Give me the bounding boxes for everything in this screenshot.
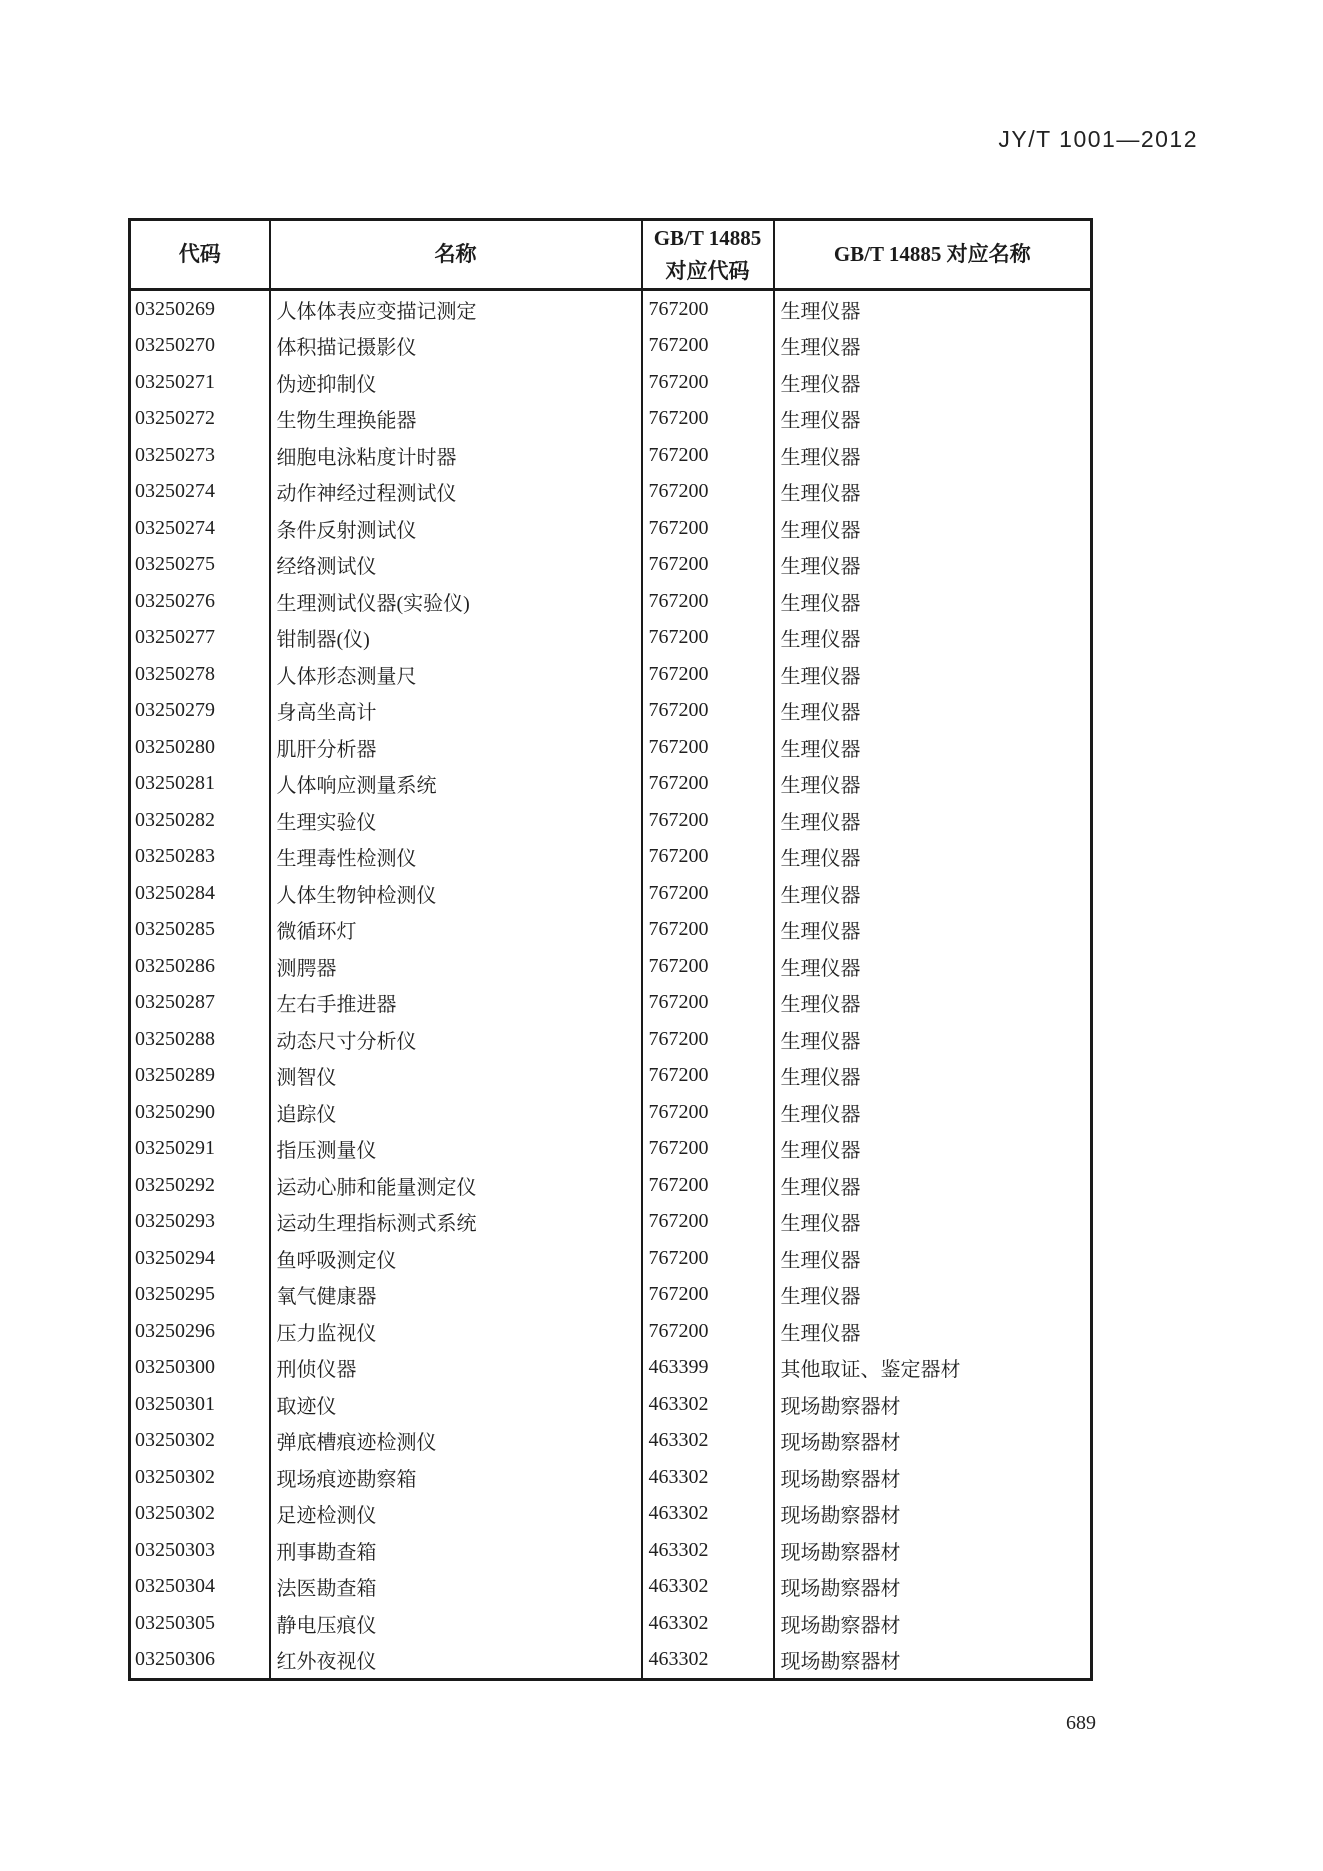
cell-name: 刑侦仪器: [270, 1350, 642, 1387]
table-row: [130, 1459, 1092, 1496]
cell-gbt-code: 767200: [642, 364, 774, 401]
table-row: [130, 802, 1092, 839]
cell-name: 运动心肺和能量测定仪: [270, 1167, 642, 1204]
cell-name: 测腭器: [270, 948, 642, 985]
table-row: [130, 290, 1092, 328]
cell-code: 03250273: [130, 437, 270, 474]
cell-code: 03250295: [130, 1277, 270, 1314]
table-row: [130, 839, 1092, 876]
cell-gbt-code: 463399: [642, 1350, 774, 1387]
cell-gbt-name: 生理仪器: [780, 1103, 861, 1126]
table-row: [130, 474, 1092, 511]
cell-gbt-code: 767200: [642, 948, 774, 985]
table-row: [130, 437, 1092, 474]
table-row: [130, 766, 1092, 803]
cell-name: 身高坐高计: [270, 693, 642, 730]
cell-code: 03250293: [130, 1204, 270, 1241]
cell-code: 03250305: [130, 1605, 270, 1642]
cell-name: 取迹仪: [270, 1386, 642, 1423]
page-number: 689: [1066, 1712, 1096, 1734]
cell-gbt-name: 生理仪器: [780, 775, 861, 798]
table-row: [130, 1204, 1092, 1241]
code-table: [128, 218, 1093, 1681]
cell-code: 03250269: [130, 290, 270, 328]
col-header-name: 名称: [270, 220, 642, 290]
cell-code: 03250304: [130, 1569, 270, 1606]
cell-gbt-name: 生理仪器: [780, 665, 861, 688]
cell-gbt-code: 767200: [642, 1021, 774, 1058]
cell-code: 03250280: [130, 729, 270, 766]
cell-name: 生物生理换能器: [270, 401, 642, 438]
cell-gbt-name: 生理仪器: [780, 1140, 861, 1163]
cell-code: 03250296: [130, 1313, 270, 1350]
cell-gbt-name: 现场勘察器材: [780, 1432, 901, 1455]
cell-gbt-code: 767200: [642, 620, 774, 657]
cell-code: 03250278: [130, 656, 270, 693]
cell-gbt-name: 生理仪器: [780, 483, 861, 506]
cell-name: 钳制器(仪): [270, 620, 642, 657]
cell-gbt-code: 463302: [642, 1642, 774, 1680]
table-row: [130, 364, 1092, 401]
cell-code: 03250303: [130, 1532, 270, 1569]
cell-gbt-name: 生理仪器: [780, 1322, 861, 1345]
cell-gbt-name: 生理仪器: [780, 811, 861, 834]
cell-gbt-code: 767200: [642, 985, 774, 1022]
cell-name: 刑事勘查箱: [270, 1532, 642, 1569]
table-header: [130, 220, 1092, 290]
cell-name: 肌肝分析器: [270, 729, 642, 766]
cell-gbt-name: 生理仪器: [780, 592, 861, 615]
cell-name: 体积描记摄影仪: [270, 328, 642, 365]
cell-gbt-name: 生理仪器: [780, 848, 861, 871]
cell-gbt-code: 767200: [642, 437, 774, 474]
cell-gbt-code: 767200: [642, 328, 774, 365]
cell-name: 人体形态测量尺: [270, 656, 642, 693]
cell-gbt-name: 生理仪器: [780, 629, 861, 652]
cell-gbt-code: 767200: [642, 802, 774, 839]
cell-name: 现场痕迹勘察箱: [270, 1459, 642, 1496]
cell-gbt-code: 463302: [642, 1605, 774, 1642]
cell-gbt-name: 生理仪器: [780, 1030, 861, 1053]
cell-gbt-name: 生理仪器: [780, 519, 861, 542]
cell-gbt-code: 767200: [642, 839, 774, 876]
cell-code: 03250276: [130, 583, 270, 620]
cell-code: 03250287: [130, 985, 270, 1022]
cell-name: 细胞电泳粘度计时器: [270, 437, 642, 474]
cell-name: 静电压痕仪: [270, 1605, 642, 1642]
cell-gbt-name: 现场勘察器材: [780, 1541, 901, 1564]
document-reference: JY/T 1001—2012: [998, 126, 1198, 152]
cell-gbt-code: 767200: [642, 1277, 774, 1314]
cell-name: 微循环灯: [270, 912, 642, 949]
cell-gbt-name: 生理仪器: [780, 1249, 861, 1272]
col-header-code: 代码: [130, 220, 270, 290]
table-row: [130, 1350, 1092, 1387]
table-row: [130, 1496, 1092, 1533]
cell-code: 03250284: [130, 875, 270, 912]
cell-gbt-name: 生理仪器: [780, 1213, 861, 1236]
cell-name: 压力监视仪: [270, 1313, 642, 1350]
cell-gbt-code: 767200: [642, 875, 774, 912]
cell-gbt-name: 生理仪器: [780, 921, 861, 944]
cell-gbt-name: 现场勘察器材: [780, 1468, 901, 1491]
cell-code: 03250286: [130, 948, 270, 985]
cell-code: 03250270: [130, 328, 270, 365]
cell-gbt-name: 生理仪器: [780, 373, 861, 396]
cell-gbt-name: 现场勘察器材: [780, 1578, 901, 1601]
cell-gbt-code: 767200: [642, 1313, 774, 1350]
cell-gbt-code: 767200: [642, 693, 774, 730]
cell-gbt-code: 463302: [642, 1569, 774, 1606]
cell-code: 03250300: [130, 1350, 270, 1387]
cell-name: 生理毒性检测仪: [270, 839, 642, 876]
table-row: [130, 1313, 1092, 1350]
cell-code: 03250282: [130, 802, 270, 839]
cell-gbt-code: 767200: [642, 1204, 774, 1241]
cell-name: 追踪仪: [270, 1094, 642, 1131]
cell-code: 03250302: [130, 1423, 270, 1460]
cell-code: 03250275: [130, 547, 270, 584]
cell-code: 03250306: [130, 1642, 270, 1680]
col-header-gbt-code-line2: 对应代码: [665, 258, 750, 283]
cell-name: 鱼呼吸测定仪: [270, 1240, 642, 1277]
table-row: [130, 328, 1092, 365]
table-row: [130, 1532, 1092, 1569]
cell-gbt-name: 生理仪器: [780, 1176, 861, 1199]
table-row: [130, 1131, 1092, 1168]
cell-code: 03250271: [130, 364, 270, 401]
table-row: [130, 1240, 1092, 1277]
table-row: [130, 1569, 1092, 1606]
cell-gbt-code: 767200: [642, 547, 774, 584]
cell-gbt-code: 767200: [642, 656, 774, 693]
cell-gbt-code: 767200: [642, 1167, 774, 1204]
cell-code: 03250291: [130, 1131, 270, 1168]
table-row: [130, 693, 1092, 730]
cell-gbt-code: 463302: [642, 1386, 774, 1423]
cell-gbt-name: 生理仪器: [780, 337, 861, 360]
cell-name: 生理测试仪器(实验仪): [270, 583, 642, 620]
cell-gbt-name: 生理仪器: [780, 702, 861, 725]
cell-code: 03250294: [130, 1240, 270, 1277]
table-row: [130, 1167, 1092, 1204]
cell-gbt-name: 生理仪器: [780, 1286, 861, 1309]
cell-code: 03250302: [130, 1459, 270, 1496]
table-row: [130, 1642, 1092, 1680]
col-header-gbt-code: [642, 220, 774, 290]
cell-gbt-name: 现场勘察器材: [780, 1614, 901, 1637]
cell-code: 03250302: [130, 1496, 270, 1533]
table-body: [130, 290, 1092, 1680]
table-row: [130, 1386, 1092, 1423]
cell-gbt-code: 767200: [642, 766, 774, 803]
cell-name: 人体体表应变描记测定: [270, 290, 642, 328]
cell-gbt-code: 767200: [642, 401, 774, 438]
cell-gbt-code: 463302: [642, 1423, 774, 1460]
table-row: [130, 401, 1092, 438]
table-row: [130, 1058, 1092, 1095]
cell-code: 03250272: [130, 401, 270, 438]
cell-name: 红外夜视仪: [270, 1642, 642, 1680]
table-row: [130, 620, 1092, 657]
cell-gbt-name: 现场勘察器材: [780, 1395, 901, 1418]
cell-code: 03250289: [130, 1058, 270, 1095]
cell-code: 03250281: [130, 766, 270, 803]
cell-name: 指压测量仪: [270, 1131, 642, 1168]
cell-gbt-name: 其他取证、鉴定器材: [780, 1359, 961, 1382]
table-row: [130, 875, 1092, 912]
cell-name: 氧气健康器: [270, 1277, 642, 1314]
table-row: [130, 1423, 1092, 1460]
table-row: [130, 547, 1092, 584]
cell-gbt-name: 生理仪器: [780, 994, 861, 1017]
cell-gbt-name: 现场勘察器材: [780, 1651, 901, 1674]
table-row: [130, 583, 1092, 620]
cell-gbt-code: 463302: [642, 1496, 774, 1533]
cell-gbt-code: 767200: [642, 510, 774, 547]
col-header-gbt-name: GB/T 14885 对应名称: [774, 220, 1092, 290]
cell-gbt-code: 463302: [642, 1459, 774, 1496]
cell-name: 条件反射测试仪: [270, 510, 642, 547]
cell-gbt-code: 767200: [642, 1094, 774, 1131]
table-row: [130, 656, 1092, 693]
cell-name: 弹底槽痕迹检测仪: [270, 1423, 642, 1460]
cell-gbt-code: 767200: [642, 474, 774, 511]
table-row: [130, 948, 1092, 985]
cell-gbt-code: 767200: [642, 1058, 774, 1095]
cell-name: 人体响应测量系统: [270, 766, 642, 803]
table-row: [130, 985, 1092, 1022]
cell-name: 生理实验仪: [270, 802, 642, 839]
table-row: [130, 1605, 1092, 1642]
cell-gbt-name: 生理仪器: [780, 957, 861, 980]
cell-gbt-name: 生理仪器: [780, 446, 861, 469]
cell-gbt-name: 生理仪器: [780, 884, 861, 907]
cell-name: 经络测试仪: [270, 547, 642, 584]
table-row: [130, 912, 1092, 949]
cell-code: 03250290: [130, 1094, 270, 1131]
table-row: [130, 1021, 1092, 1058]
cell-code: 03250301: [130, 1386, 270, 1423]
cell-gbt-name: 生理仪器: [780, 410, 861, 433]
cell-gbt-code: 767200: [642, 583, 774, 620]
cell-name: 测智仪: [270, 1058, 642, 1095]
cell-gbt-name: 现场勘察器材: [780, 1505, 901, 1528]
cell-code: 03250274: [130, 510, 270, 547]
cell-name: 动作神经过程测试仪: [270, 474, 642, 511]
cell-name: 足迹检测仪: [270, 1496, 642, 1533]
cell-gbt-code: 767200: [642, 912, 774, 949]
cell-gbt-code: 767200: [642, 1131, 774, 1168]
cell-name: 伪迹抑制仪: [270, 364, 642, 401]
header-row: [130, 220, 1092, 290]
cell-gbt-code: 767200: [642, 1240, 774, 1277]
cell-name: 左右手推进器: [270, 985, 642, 1022]
cell-gbt-name: 生理仪器: [780, 1067, 861, 1090]
cell-code: 03250288: [130, 1021, 270, 1058]
cell-gbt-code: 463302: [642, 1532, 774, 1569]
cell-code: 03250292: [130, 1167, 270, 1204]
cell-gbt-name: 生理仪器: [780, 738, 861, 761]
col-header-gbt-code-line1: GB/T 14885: [653, 225, 762, 250]
cell-gbt-code: 767200: [642, 729, 774, 766]
cell-code: 03250277: [130, 620, 270, 657]
cell-gbt-code: 767200: [642, 290, 774, 328]
cell-name: 动态尺寸分析仪: [270, 1021, 642, 1058]
cell-gbt-name: 生理仪器: [780, 300, 861, 323]
cell-code: 03250279: [130, 693, 270, 730]
table-row: [130, 729, 1092, 766]
cell-name: 运动生理指标测式系统: [270, 1204, 642, 1241]
cell-code: 03250285: [130, 912, 270, 949]
cell-name: 法医勘查箱: [270, 1569, 642, 1606]
cell-code: 03250283: [130, 839, 270, 876]
table-row: [130, 510, 1092, 547]
cell-code: 03250274: [130, 474, 270, 511]
cell-gbt-name: 生理仪器: [780, 556, 861, 579]
table-row: [130, 1277, 1092, 1314]
table-row: [130, 1094, 1092, 1131]
cell-name: 人体生物钟检测仪: [270, 875, 642, 912]
